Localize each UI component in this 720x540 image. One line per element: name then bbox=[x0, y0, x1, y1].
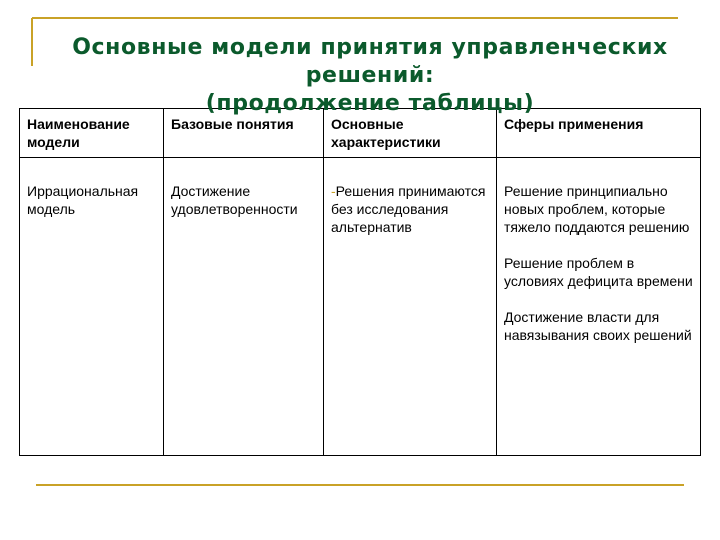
application-item: Достижение власти для навязывания своих решений bbox=[504, 309, 692, 343]
decorative-left-line bbox=[31, 18, 33, 66]
title-line-1: Основные модели принятия управленческих bbox=[72, 35, 668, 60]
slide-title bbox=[40, 34, 700, 118]
header-characteristics: Основные характеристики bbox=[324, 109, 497, 158]
characteristics-text: Решения принимаются без исследования альтернатив bbox=[331, 183, 486, 235]
application-item: Решение принципиально новых проблем, которые тяжело поддаются решению bbox=[504, 183, 690, 235]
cell-model-name: Иррациональная модель bbox=[20, 158, 164, 456]
application-item: Решение проблем в условиях дефицита времени bbox=[504, 255, 693, 289]
table-row bbox=[20, 158, 701, 456]
models-table bbox=[19, 108, 701, 456]
cell-applications bbox=[497, 158, 701, 456]
title-line-2: решений: bbox=[305, 63, 435, 88]
cell-characteristics bbox=[324, 158, 497, 456]
cell-basic-concepts: Достижение удовлетворенности bbox=[164, 158, 324, 456]
header-applications: Сферы применения bbox=[497, 109, 701, 158]
characteristics-bullet: - bbox=[331, 183, 336, 199]
header-basic-concepts: Базовые понятия bbox=[164, 109, 324, 158]
decorative-bottom-line bbox=[36, 484, 684, 486]
title-line-3: (продолжение таблицы) bbox=[205, 91, 535, 116]
decorative-top-line bbox=[32, 17, 678, 19]
header-model-name: Наименование модели bbox=[20, 109, 164, 158]
